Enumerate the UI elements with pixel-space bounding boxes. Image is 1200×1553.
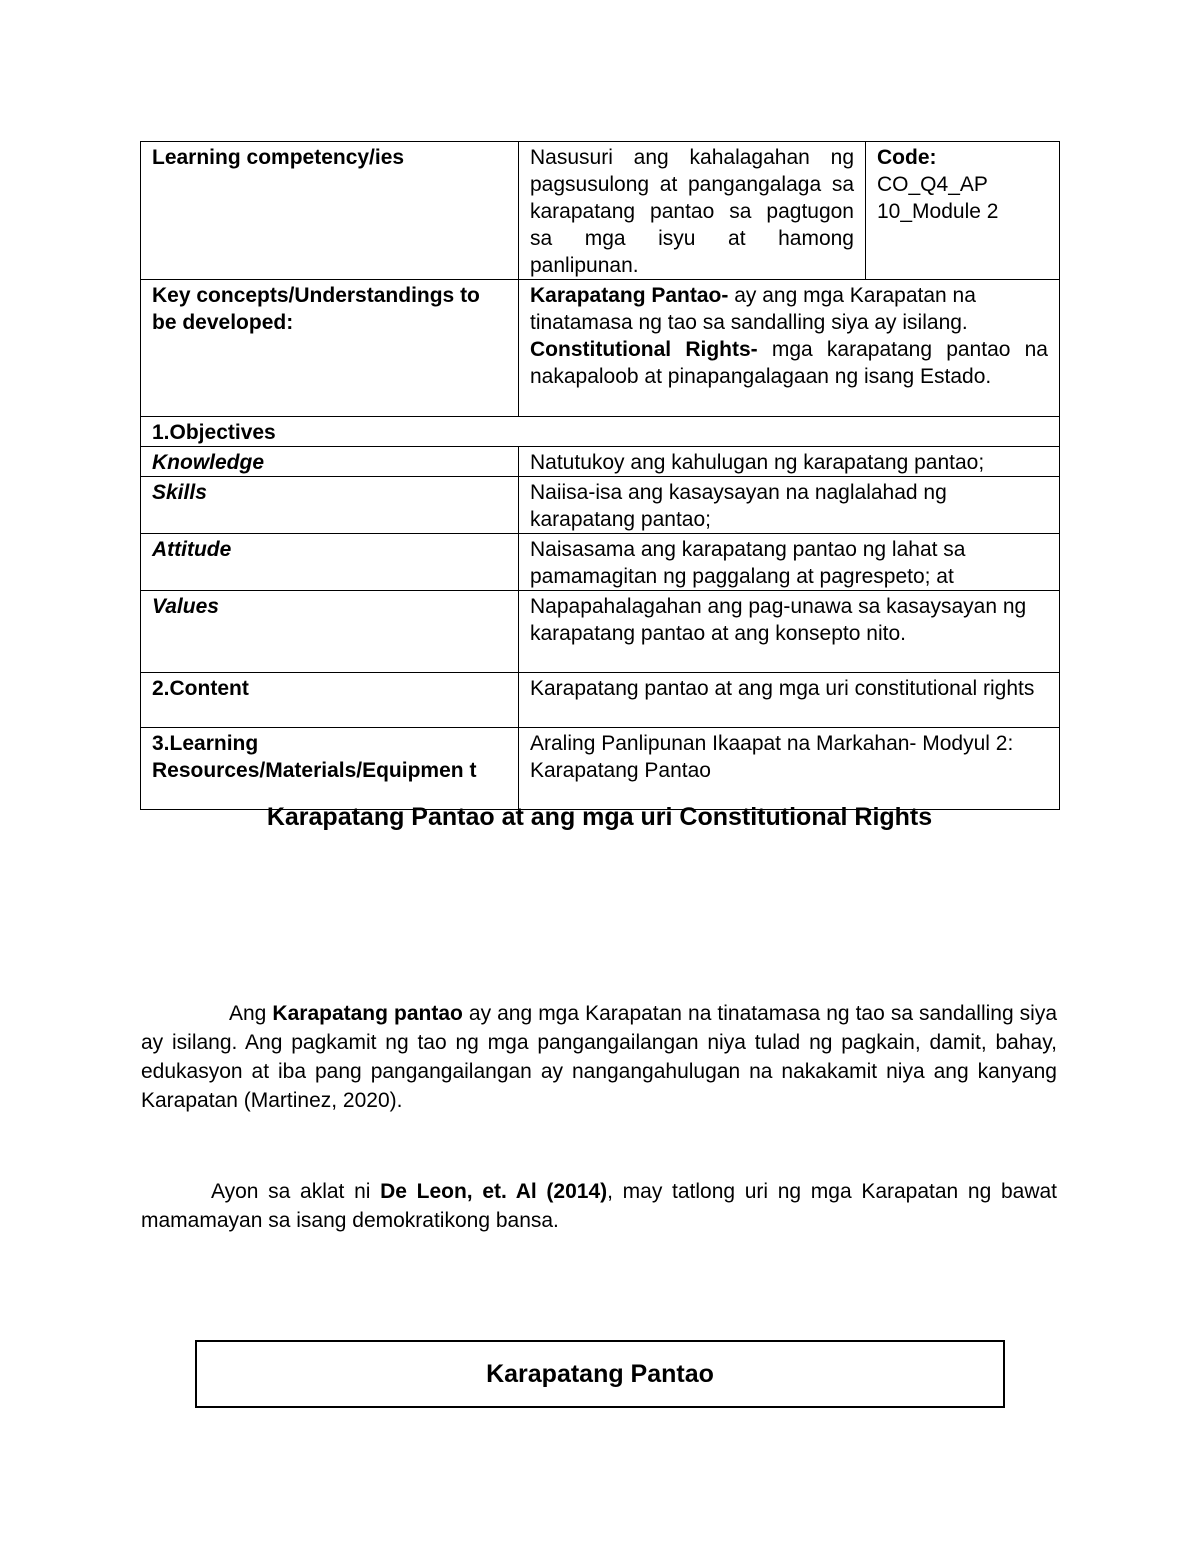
paragraph-2-rest: , may tatlong uri ng mga Karapatan ng bawat mamamayan sa isang demokratikong bansa. [141,1180,1057,1232]
paragraph-1-rest: ay ang mga Karapatan na tinatamasa ng tao sa sandalling siya ay isilang. Ang pagkamit ng tao ng mga pangangailangan niya tulad ng pagkain, damit, bahay, edukasyon at iba pang pangangailangan ay nangangahulugan na nakakamit niya ang kanyang Karapatan (Martinez, 2020). [141,1002,1058,1112]
values-row [141,591,1060,673]
resources-text: Araling Panlipunan Ikaapat na Markahan- Modyul 2: Karapatang Pantao [519,728,1060,810]
attitude-label: Attitude [141,534,519,591]
key-concept-2 [530,336,1048,390]
attitude-text: Naisasama ang karapatang pantao ng lahat sa pamamagitan ng paggalang at pagrespeto; at [519,534,1060,591]
objectives-row [141,417,1060,447]
paragraph-2-lead: Ayon sa aklat ni [211,1180,381,1203]
values-text: Napapahalagahan ang pag-unawa sa kasaysayan ng karapatang pantao at ang konsepto nito. [519,591,1060,673]
code-line-1: CO_Q4_AP [877,173,988,196]
key-concepts-text [519,280,1060,417]
skills-row [141,477,1060,534]
key-concepts-row [141,280,1060,417]
knowledge-row [141,447,1060,477]
content-label: 2.Content [141,673,519,728]
paragraph-1 [141,999,1057,1115]
knowledge-text: Natutukoy ang kahulugan ng karapatang pantao; [519,447,1060,477]
values-label: Values [141,591,519,673]
section-title: Karapatang Pantao at ang mga uri Constitutional Rights [266,803,933,831]
lesson-plan-table [140,141,1060,810]
code-line-2: 10_Module 2 [877,200,999,223]
attitude-row [141,534,1060,591]
content-row [141,673,1060,728]
key-concept-2-term: Constitutional Rights- [530,338,758,361]
content-text: Karapatang pantao at ang mga uri constitutional rights [519,673,1060,728]
resources-label: 3.Learning Resources/Materials/Equipmen t [141,728,519,810]
resources-row [141,728,1060,810]
skills-text: Naiisa-isa ang kasaysayan na naglalahad ng karapatang pantao; [519,477,1060,534]
paragraph-2 [141,1177,1057,1235]
knowledge-label: Knowledge [141,447,519,477]
key-concept-1 [530,282,1048,336]
competency-label: Learning competency/ies [141,142,519,280]
box-title: Karapatang Pantao [486,1359,714,1388]
karapatang-pantao-box [195,1340,1005,1408]
objectives-label: 1.Objectives [141,417,1060,447]
code-cell [866,142,1060,280]
competency-text: Nasusuri ang kahalagahan ng pagsusulong at pangangalaga sa karapatang pantao sa pagtugon sa mga isyu at hamong panlipunan. [519,142,866,280]
code-label: Code: [877,146,937,169]
paragraph-1-lead: Ang [229,1002,273,1025]
competency-row [141,142,1060,280]
key-concept-2-definition: mga karapatang pantao na nakapaloob at pinapangalagaan ng isang Estado. [530,338,1048,388]
key-concepts-label: Key concepts/Understandings to be developed: [141,280,519,417]
key-concept-1-definition: ay ang mga Karapatan na tinatamasa ng tao sa sandalling siya ay isilang. [530,284,976,334]
paragraph-1-term: Karapatang pantao [272,1002,463,1025]
key-concept-1-term: Karapatang Pantao- [530,284,729,307]
paragraph-2-term: De Leon, et. Al (2014) [380,1180,608,1203]
skills-label: Skills [141,477,519,534]
